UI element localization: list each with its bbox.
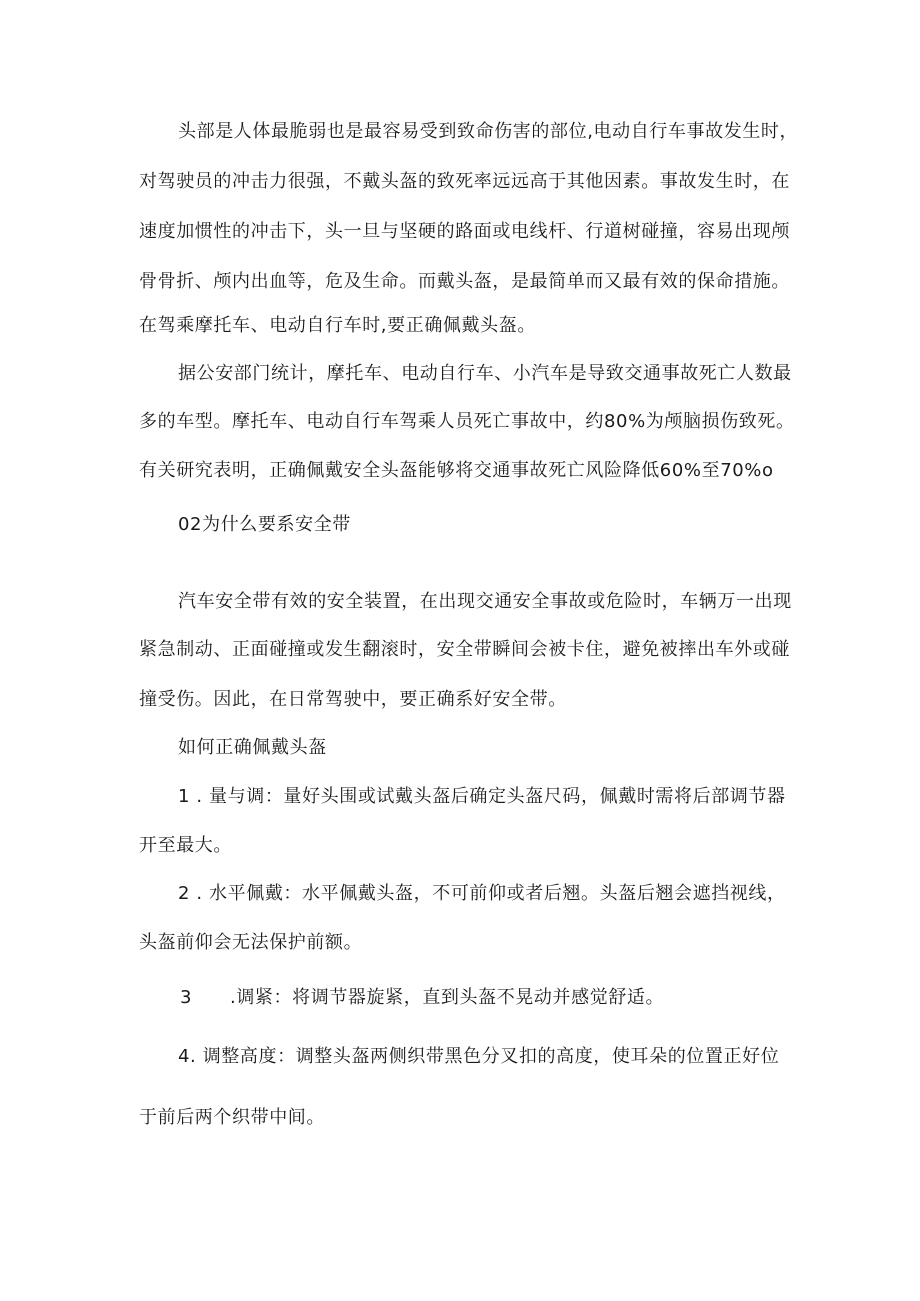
heading-seatbelt: 02为什么要系安全带 — [178, 514, 351, 535]
paragraph3-line3: 撞受伤。因此，在日常驾驶中，要正确系好安全带。 — [139, 689, 567, 710]
step4-line2: 于前后两个织带中间。 — [139, 1107, 325, 1128]
step3-text: .调紧：将调节器旋紧，直到头盔不晃动并感觉舒适。 — [230, 987, 665, 1008]
paragraph1-line1: 头部是人体最脆弱也是最容易受到致命伤害的部位,电动自行车事故发生时， — [178, 121, 799, 142]
paragraph1-line3: 速度加惯性的冲击下，头一旦与坚硬的路面或电线杆、行道树碰撞，容易出现颅 — [139, 221, 790, 242]
heading-helmet: 如何正确佩戴头盔 — [178, 737, 327, 758]
paragraph1-line2: 对驾驶员的冲击力很强，不戴头盔的致死率远远高于其他因素。事故发生时，在 — [139, 171, 790, 192]
step3-number: 3 — [180, 987, 193, 1008]
step1-line2: 开至最大。 — [139, 835, 232, 856]
step1-line1: 1 . 量与调：量好头围或试戴头盔后确定头盔尺码，佩戴时需将后部调节器 — [178, 786, 786, 807]
paragraph3-line1: 汽车安全带有效的安全装置，在出现交通安全事故或危险时，车辆万一出现 — [178, 591, 792, 612]
paragraph2-line1: 据公安部门统计，摩托车、电动自行车、小汽车是导致交通事故死亡人数最 — [178, 363, 792, 384]
paragraph2-line2: 多的车型。摩托车、电动自行车驾乘人员死亡事故中，约80%为颅脑损伤致死。 — [139, 411, 795, 432]
step2-line2: 头盔前仰会无法保护前额。 — [139, 932, 363, 953]
paragraph1-line4: 骨骨折、颅内出血等，危及生命。而戴头盔，是最简单而又最有效的保命措施。 — [139, 271, 790, 292]
paragraph1-line5: 在驾乘摩托车、电动自行车时,要正确佩戴头盔。 — [139, 315, 536, 336]
paragraph2-line3: 有关研究表明，正确佩戴安全头盔能够将交通事故死亡风险降低60%至70%o — [139, 460, 774, 481]
step4-line1: 4. 调整高度：调整头盔两侧织带黑色分叉扣的高度，使耳朵的位置正好位 — [178, 1046, 780, 1067]
paragraph3-line2: 紧急制动、正面碰撞或发生翻滚时，安全带瞬间会被卡住，避免被摔出车外或碰 — [139, 639, 790, 660]
step2-line1: 2 . 水平佩戴：水平佩戴头盔，不可前仰或者后翘。头盔后翘会遮挡视线， — [178, 883, 786, 904]
